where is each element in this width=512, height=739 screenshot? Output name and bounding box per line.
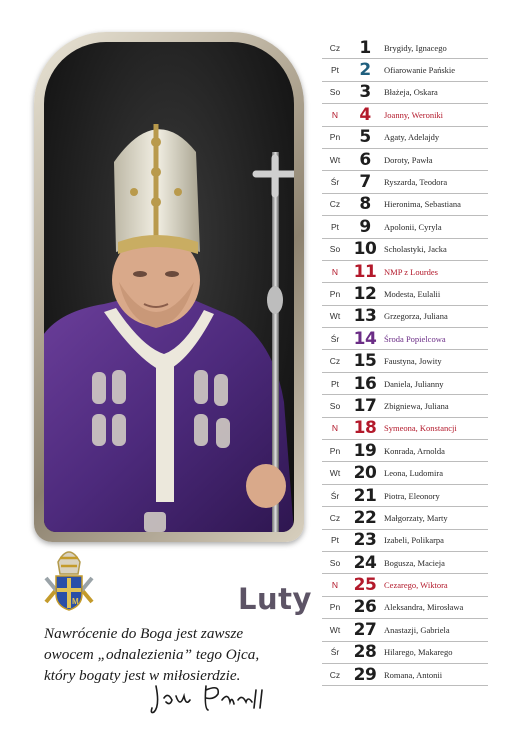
day-number: 22 [353,507,377,528]
quote-text [44,623,314,686]
calendar-day-row [322,216,488,238]
name-day: Brygidy, Ignacego [384,42,447,53]
day-number: 13 [353,306,377,327]
name-day: Ryszarda, Teodora [384,177,448,188]
calendar-day-row [322,350,488,372]
calendar-day-row [322,418,488,440]
day-of-week: Wt [329,311,341,322]
name-day: Cezarego, Wiktora [384,580,448,591]
name-day: Konrada, Arnolda [384,445,445,456]
day-of-week: Pn [329,602,341,613]
calendar-day-row [322,149,488,171]
calendar-day-row [322,82,488,104]
name-day: Romana, Antonii [384,669,443,680]
calendar-list [322,37,488,686]
day-number: 4 [359,104,371,125]
day-number: 27 [353,619,377,640]
day-number: 7 [359,172,371,193]
day-of-week: Śr [330,333,340,344]
day-of-week: So [329,400,341,411]
day-number: 15 [353,351,377,372]
day-number: 16 [353,373,377,394]
calendar-day-row [322,664,488,686]
name-day: Daniela, Julianny [384,378,444,389]
day-of-week: Pt [330,378,340,389]
day-number: 14 [353,328,377,349]
calendar-day-row [322,619,488,641]
day-of-week: N [331,423,339,434]
calendar-day-row [322,261,488,283]
calendar-day-row [322,239,488,261]
pope-photo [44,42,294,532]
day-number: 26 [353,597,377,618]
day-of-week: Cz [329,42,341,53]
calendar-day-row [322,597,488,619]
calendar-day-row [322,306,488,328]
name-day: Agaty, Adelajdy [384,132,440,143]
calendar-day-row [322,283,488,305]
calendar-day-row [322,485,488,507]
photo-area [44,42,294,532]
quote-line: owocem „odnalezienia” tego Ojca, [44,646,260,663]
day-number: 28 [353,642,377,663]
day-number: 20 [353,463,377,484]
name-day: Symeona, Konstancji [384,423,457,434]
day-number: 18 [353,418,377,439]
calendar-day-row [322,328,488,350]
calendar-day-row [322,37,488,59]
name-day: Bogusza, Macieja [384,557,445,568]
name-day: Scholastyki, Jacka [384,244,447,255]
name-day: Ofiarowanie Pańskie [384,65,456,76]
name-day: Faustyna, Jowity [384,356,442,367]
day-number: 1 [359,37,371,58]
day-of-week: Pt [330,221,340,232]
calendar-day-row [322,171,488,193]
calendar-day-row [322,395,488,417]
svg-text:M: M [72,597,79,606]
day-of-week: Pt [330,65,340,76]
day-of-week: Pn [329,132,341,143]
day-of-week: Pn [329,445,341,456]
day-of-week: N [331,580,339,591]
calendar-day-row [322,373,488,395]
name-day: Apolonii, Cyryla [384,221,442,232]
day-of-week: So [329,244,341,255]
name-day: Doroty, Pawła [384,154,433,165]
name-day: Małgorzaty, Marty [384,512,448,523]
calendar-day-row [322,104,488,126]
name-day: Środa Popielcowa [384,333,446,344]
day-of-week: Śr [330,647,340,658]
day-of-week: Śr [330,490,340,501]
day-number: 5 [359,127,371,148]
day-number: 3 [359,82,371,103]
name-day: Grzegorza, Juliana [384,311,448,322]
name-day: Izabeli, Polikarpa [384,535,444,546]
day-of-week: So [329,557,341,568]
name-day: Błażeja, Oskara [384,87,438,98]
papal-coat-of-arms [40,544,98,614]
day-of-week: So [329,87,341,98]
day-number: 29 [353,664,377,685]
day-of-week: Śr [330,177,340,188]
quote-line: Nawrócenie do Boga jest zawsze [44,625,244,642]
quote-line: który bogaty jest w miłosierdzie. [44,667,241,684]
calendar-day-row [322,59,488,81]
calendar-day-row [322,552,488,574]
day-number: 9 [359,216,371,237]
day-number: 10 [353,239,377,260]
calendar-day-row [322,194,488,216]
day-number: 23 [353,530,377,551]
day-of-week: Cz [329,512,341,523]
photo-frame [34,32,304,542]
day-of-week: Cz [329,356,341,367]
day-of-week: Cz [329,199,341,210]
day-number: 8 [359,194,371,215]
day-of-week: N [331,266,339,277]
day-number: 11 [353,261,377,282]
calendar-day-row [322,574,488,596]
calendar-day-row [322,530,488,552]
name-day: Leona, Ludomira [384,468,444,479]
day-of-week: Wt [329,154,341,165]
day-number: 19 [353,440,377,461]
day-of-week: Wt [329,624,341,635]
name-day: Zbigniewa, Juliana [384,400,449,411]
day-of-week: Pt [330,535,340,546]
name-day: Anastazji, Gabriela [384,624,450,635]
name-day: Aleksandra, Mirosława [384,602,464,613]
name-day: NMP z Lourdes [384,266,438,277]
day-of-week: Cz [329,669,341,680]
day-of-week: Wt [329,468,341,479]
calendar-day-row [322,127,488,149]
calendar-day-row [322,440,488,462]
name-day: Modesta, Eulalii [384,288,441,299]
day-number: 21 [353,485,377,506]
name-day: Hilarego, Makarego [384,647,453,658]
day-number: 24 [353,552,377,573]
day-number: 17 [353,395,377,416]
day-number: 12 [353,283,377,304]
calendar-day-row [322,642,488,664]
month-title: Luty [238,582,312,616]
name-day: Piotra, Eleonory [384,490,440,501]
calendar-day-row [322,507,488,529]
day-number: 25 [353,575,377,596]
day-number: 6 [359,149,371,170]
name-day: Joanny, Weroniki [384,109,444,120]
name-day: Hieronima, Sebastiana [384,199,461,210]
day-of-week: Pn [329,288,341,299]
calendar-day-row [322,462,488,484]
day-of-week: N [331,109,339,120]
day-number: 2 [359,60,371,81]
signature [148,678,278,718]
